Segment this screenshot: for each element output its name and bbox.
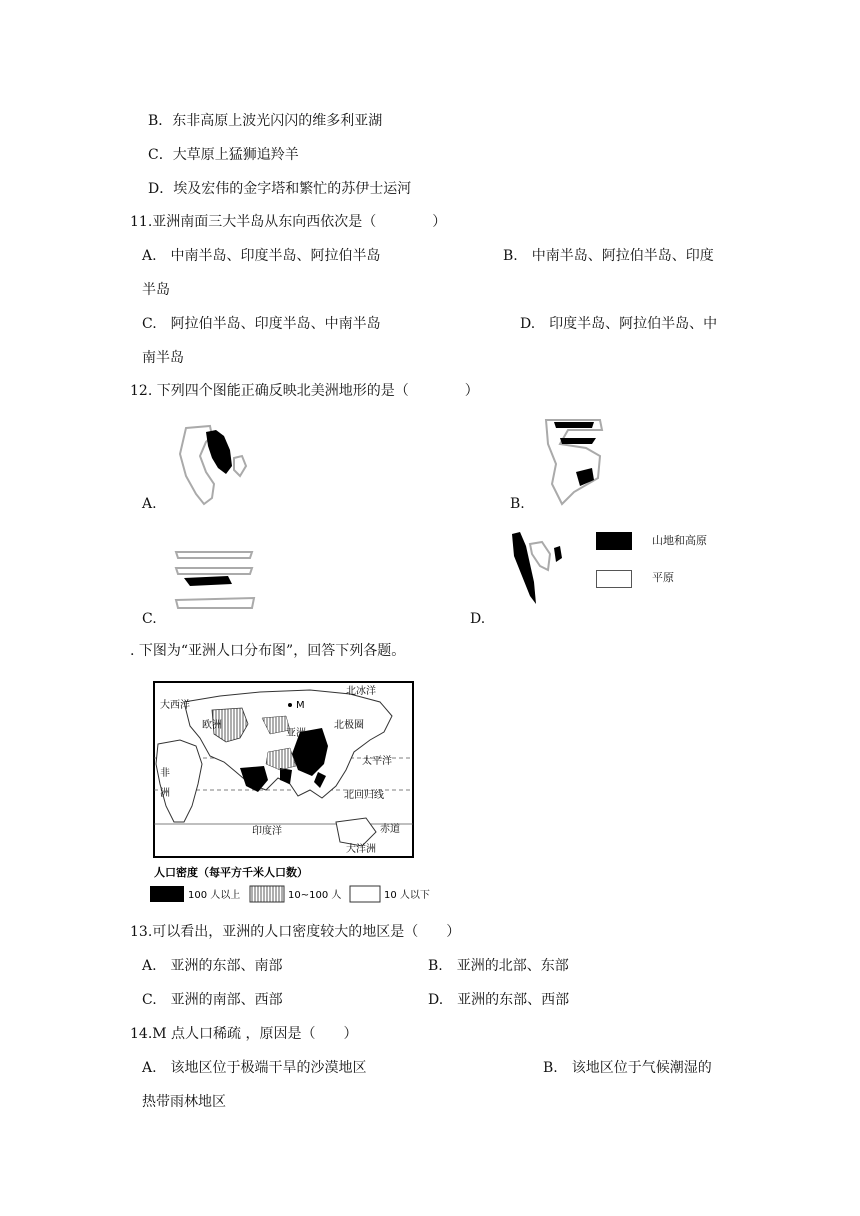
q12-figure-c	[170, 546, 260, 616]
q12-option-d: D.	[470, 611, 486, 627]
label-indian-ocean: 印度洋	[252, 826, 282, 837]
label-oceania: 大洋洲	[346, 844, 376, 855]
q13-option-d: D. 亚洲的东部、西部	[428, 992, 570, 1008]
map-legend-title: 人口密度（每平方千米人口数）	[154, 866, 308, 879]
q12-figure-b	[540, 414, 612, 504]
q13-option-a: A. 亚洲的东部、南部	[142, 958, 283, 974]
label-equator: 赤道	[380, 824, 400, 835]
q12-stem: 12. 下列四个图能正确反映北美洲地形的是（ ）	[130, 383, 479, 399]
legend-mountain-swatch	[596, 532, 632, 550]
label-europe: 欧洲	[202, 720, 222, 731]
q12-option-a: A.	[142, 496, 157, 512]
m-point	[288, 703, 292, 707]
q13-option-c: C. 亚洲的南部、西部	[142, 992, 283, 1008]
q12-figure-a	[172, 422, 252, 512]
legend-mid-label: 10~100 人	[288, 890, 342, 901]
label-m: M	[296, 700, 305, 711]
legend-low-label: 10 人以下	[384, 890, 430, 901]
q14-option-a: A. 该地区位于极端干旱的沙漠地区	[142, 1060, 367, 1076]
q11-option-d: D. 印度半岛、阿拉伯半岛、中	[520, 316, 718, 332]
legend-plain-swatch	[596, 570, 632, 588]
q11-option-b-continued: 半岛	[142, 282, 170, 298]
q14-stem: 14.M 点人口稀疏 ，原因是（ ）	[130, 1026, 358, 1042]
asia-population-map	[140, 672, 430, 910]
label-north-ocean: 北冰洋	[346, 686, 376, 697]
label-africa-1: 非	[160, 768, 170, 779]
legend-mid-swatch	[250, 886, 284, 902]
label-tropic: 北回归线	[344, 790, 384, 801]
q13-option-b: B. 亚洲的北部、东部	[428, 958, 569, 974]
q14-option-b-continued: 热带雨林地区	[142, 1094, 226, 1110]
q14-option-b: B. 该地区位于气候潮湿的	[543, 1060, 712, 1076]
q11-option-b: B. 中南半岛、阿拉伯半岛、印度	[503, 248, 714, 264]
q12-option-c: C.	[142, 611, 157, 627]
q10-option-d: D．埃及宏伟的金字塔和繁忙的苏伊士运河	[148, 181, 412, 197]
q10-option-b: B．东非高原上波光闪闪的维多利亚湖	[148, 113, 383, 129]
legend-high-swatch	[150, 886, 184, 902]
asia-map-intro: . 下图为“亚洲人口分布图”，回答下列各题。	[130, 643, 406, 659]
label-asia: 亚洲	[286, 728, 306, 739]
label-pacific: 太平洋	[362, 756, 392, 767]
label-africa-2: 洲	[160, 788, 170, 799]
q13-stem: 13.可以看出，亚洲的人口密度较大的地区是（ ）	[130, 924, 461, 940]
q11-option-d-continued: 南半岛	[142, 350, 184, 366]
label-atlantic: 大西洋	[160, 700, 190, 711]
q11-stem: 11.亚洲南面三大半岛从东向西依次是（ ）	[130, 214, 447, 230]
legend-low-swatch	[350, 886, 380, 902]
q12-option-b: B.	[510, 496, 525, 512]
label-arctic-circle: 北极圈	[334, 720, 364, 731]
q11-option-a: A. 中南半岛、印度半岛、阿拉伯半岛	[142, 248, 381, 264]
q11-option-c: C. 阿拉伯半岛、印度半岛、中南半岛	[142, 316, 381, 332]
q10-option-c: C．大草原上猛狮追羚羊	[148, 147, 299, 163]
legend-high-label: 100 人以上	[188, 890, 241, 901]
legend-mountain-label: 山地和高原	[652, 534, 707, 547]
legend-plain-label: 平原	[652, 571, 674, 584]
q12-figure-d	[502, 524, 572, 624]
